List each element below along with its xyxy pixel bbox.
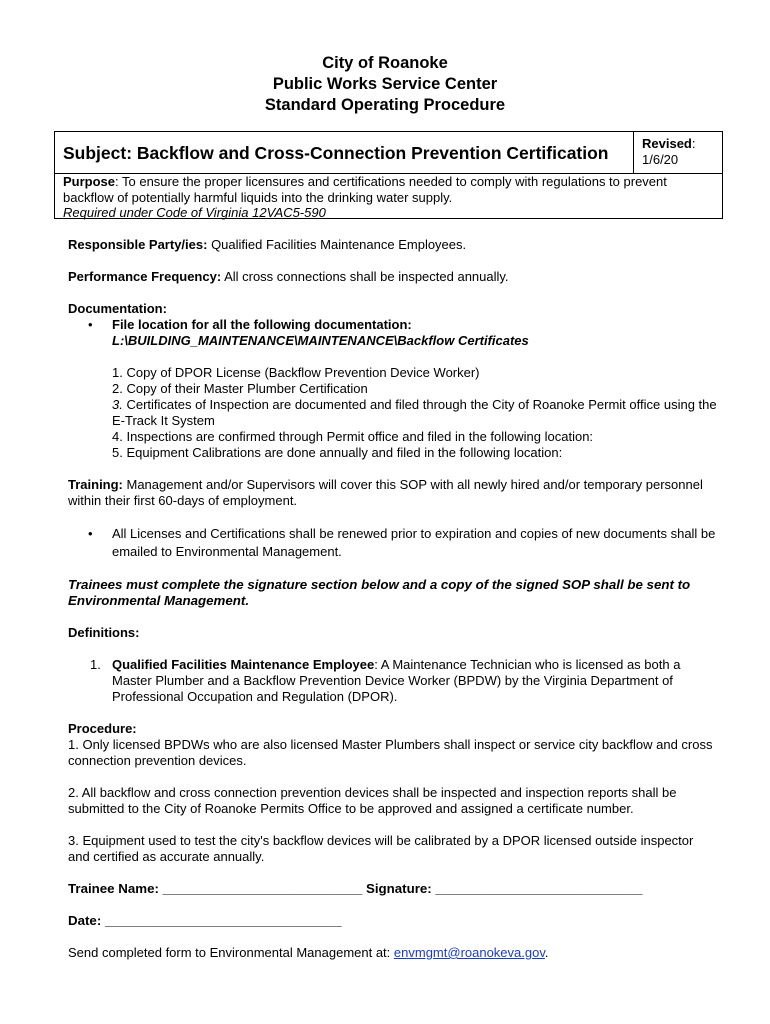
header-department: Public Works Service Center <box>272 75 498 93</box>
trainee-name-field[interactable]: ___________________________ <box>158 881 366 896</box>
purpose-label: Purpose <box>63 174 116 189</box>
revised-date: 1/6/20 <box>642 152 679 167</box>
list-item: 1. Copy of DPOR License (Backflow Prevention Device Worker) <box>112 365 480 380</box>
purpose-text: : To ensure the proper licensures and certifications needed to comply with regulations to prevent backflow of potentially harmful liquids into the drinking water supply. <box>63 174 667 205</box>
footer-text: Send completed form to Environmental Management at: <box>68 945 394 960</box>
footer-instructions <box>68 945 718 961</box>
signature-line <box>68 881 718 897</box>
documentation-bullet-text: File location for all the following documentation: <box>112 317 412 332</box>
trainee-name-label: Trainee Name: <box>68 881 159 896</box>
procedure-step-3: 3. Equipment used to test the city's backflow devices will be calibrated by a DPOR licensed outside inspector and certified as accurate annually. <box>68 833 694 864</box>
list-item: 5. Equipment Calibrations are done annually and filed in the following location: <box>112 445 563 460</box>
signature-label: Signature: <box>365 881 432 896</box>
responsible-party <box>68 237 718 253</box>
frequency-label: Performance Frequency: <box>68 269 222 284</box>
list-item: 4. Inspections are confirmed through Permit office and filed in the following location: <box>112 429 594 444</box>
documentation-list <box>68 365 718 461</box>
purpose-section <box>63 174 719 221</box>
signature-field[interactable]: ____________________________ <box>431 881 643 896</box>
training-section <box>68 477 718 509</box>
responsible-text: Qualified Facilities Maintenance Employees. <box>207 237 467 252</box>
purpose-required: Required under Code of Virginia 12VAC5-590 <box>63 205 326 220</box>
sop-content <box>68 237 718 961</box>
documentation-label: Documentation: <box>68 301 167 316</box>
revised-colon: : <box>691 136 696 151</box>
procedure-step-1: 1. Only licensed BPDWs who are also licensed Master Plumbers shall inspect or service city backflow and cross connection prevention devices. <box>68 737 713 768</box>
definitions-label: Definitions: <box>68 625 140 640</box>
list-item-number: 3. <box>112 397 123 412</box>
list-item-text: Certificates of Inspection are documented and filed through the City of Roanoke Permit office using the E-Track It System <box>112 397 717 428</box>
training-label: Training: <box>68 477 123 492</box>
email-link[interactable]: envmgmt@roanokeva.gov <box>393 945 545 960</box>
training-bullet-text: All Licenses and Certifications shall be renewed prior to expiration and copies of new documents shall be emailed to Environmental Management. <box>112 526 716 559</box>
header-city: City of Roanoke <box>322 54 448 72</box>
revised-label: Revised <box>642 136 692 151</box>
date-field[interactable]: ________________________________ <box>101 913 342 928</box>
document-header <box>0 53 770 116</box>
list-item: 2. Copy of their Master Plumber Certification <box>112 381 368 396</box>
definition-term: Qualified Facilities Maintenance Employee <box>112 657 375 672</box>
subject-row <box>55 132 722 174</box>
list-item <box>112 397 718 429</box>
training-bullet <box>68 525 718 561</box>
bullet-icon: • <box>88 317 93 332</box>
documentation-bullet <box>68 317 718 333</box>
definition-text: : A Maintenance Technician who is licensed as both a Master Plumber and a Backflow Prevention Device Worker (BPDW) by the Virginia Department of Professional Occupation and Regulation (DPOR). <box>112 657 681 704</box>
training-text: Management and/or Supervisors will cover this SOP with all newly hired and/or temporary personnel within their first 60-days of employment. <box>68 477 703 508</box>
responsible-label: Responsible Party/ies: <box>68 237 208 252</box>
revised-cell <box>633 132 722 173</box>
date-label: Date: <box>68 913 102 928</box>
file-path: L:\BUILDING_MAINTENANCE\MAINTENANCE\Backflow Certificates <box>112 333 529 348</box>
definition-number: 1. <box>90 657 101 672</box>
performance-frequency <box>68 269 718 285</box>
trainee-notice: Trainees must complete the signature section below and a copy of the signed SOP shall be sent to Environmental Management. <box>68 577 691 608</box>
bullet-icon: • <box>88 526 93 541</box>
frequency-text: All cross connections shall be inspected annually. <box>221 269 509 284</box>
procedure-step-2: 2. All backflow and cross connection prevention devices shall be inspected and inspection reports shall be submitted to the City of Roanoke Permits Office to be approved and assigned a certificate number. <box>68 785 677 816</box>
footer-period: . <box>544 945 549 960</box>
header-doc-type: Standard Operating Procedure <box>264 96 506 114</box>
definition-item <box>68 657 718 705</box>
subject-box <box>54 131 723 219</box>
date-line <box>68 913 718 929</box>
subject-title: Subject: Backflow and Cross-Connection Prevention Certification <box>63 143 609 163</box>
procedure-label: Procedure: <box>68 721 137 736</box>
